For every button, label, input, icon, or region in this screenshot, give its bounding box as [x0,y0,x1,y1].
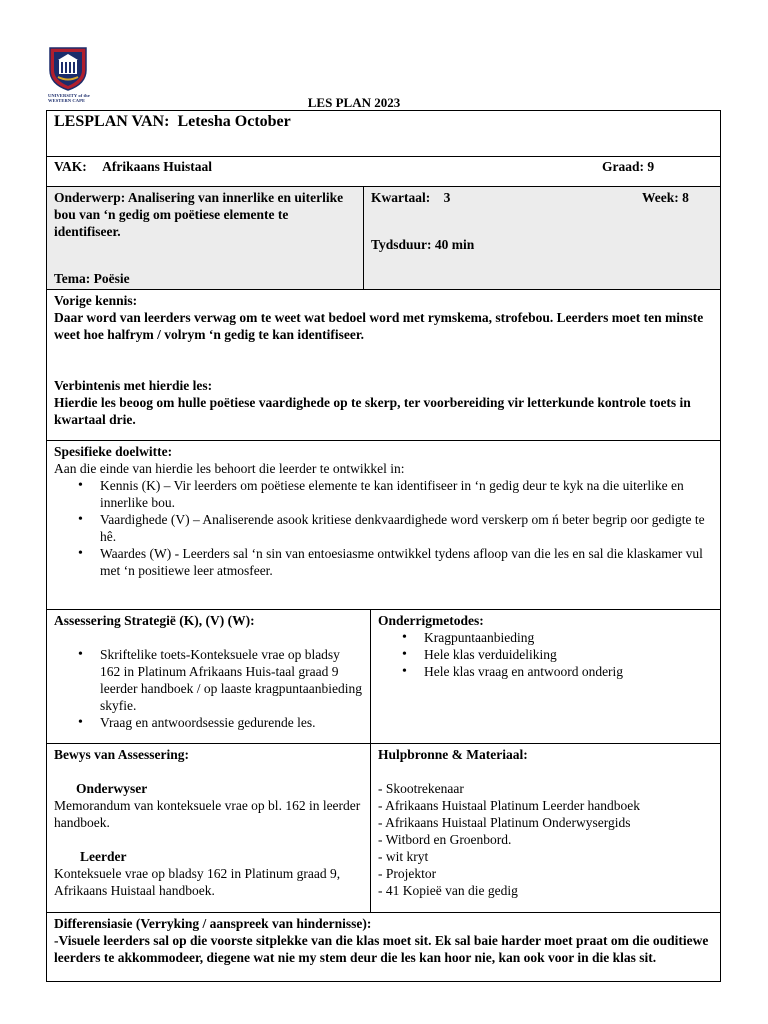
row-differensiasie [47,913,720,981]
doelwitte-heading: Spesifieke doelwitte: [54,444,173,459]
graad-value: Graad: 9 [602,159,655,174]
row-vorige-kennis [47,290,720,441]
list-item: - 41 Kopieë van die gedig [378,883,518,898]
row-assessering [47,610,720,744]
tema-text: Tema: Poësie [54,271,130,286]
list-item: - Afrikaans Huistaal Platinum Onderwysergids [378,815,631,830]
list-item: • Vraag en antwoordsessie gedurende les. [100,714,363,731]
assessering-heading: Assessering Strategië (K), (V) (W): [54,613,255,628]
institution-name: UNIVERSITY of the WESTERN CAPE [48,93,90,103]
leerder-text: Konteksuele vrae op bladsy 162 in Platinum graad 9, Afrikaans Huistaal handboek. [54,866,341,898]
tydsduur-text: Tydsduur: 40 min [371,237,475,252]
list-item: • Waardes (W) - Leerders sal ‘n sin van entoesiasme ontwikkel tydens afloop van die les en sal die klaskamer vul met ‘n positiewe leer atmosfeer. [100,545,713,579]
list-item: - Skootrekenaar [378,781,464,796]
list-item: - Witbord en Groenbord. [378,832,512,847]
kwartaal-value: 3 [443,190,451,205]
list-item: • Hele klas verduideliking [424,646,713,663]
row-onderwerp [47,187,720,290]
row-bewys [47,744,720,913]
onderwyser-text: Memorandum van konteksuele vrae op bl. 162 in leerder handboek. [54,798,361,830]
metodes-list [378,629,713,680]
list-item: - Afrikaans Huistaal Platinum Leerder handboek [378,798,641,813]
row-lesplan [47,111,720,157]
lesplan-name: Letesha October [177,113,291,130]
metodes-heading: Onderrigmetodes: [378,613,484,628]
doelwitte-intro: Aan die einde van hierdie les behoort die leerder te ontwikkel in: [54,461,405,476]
vorige-heading: Vorige kennis: [54,293,138,308]
hulpbronne-list [378,780,713,899]
vak-label: VAK: [54,159,87,174]
lesson-plan-table [46,110,721,982]
hulpbronne-heading: Hulpbronne & Materiaal: [378,747,528,762]
vorige-text: Daar word van leerders verwag om te weet wat bedoel word met rymskema, strofebou. Leerders moet ten minste weet hoe halfrym / volrym ‘n gedig te kan identifiseer. [54,310,704,342]
list-item: - Projektor [378,866,437,881]
lesplan-label: LESPLAN VAN: [54,113,170,130]
differensiasie-text: -Visuele leerders sal op die voorste sitplekke van die klas moet sit. Ek sal baie harder moet praat om die ouditiewe leerders te akkommodeer, diegene wat nie my stem deur die les kan hoor nie, kan ook voor in die klas sit. [54,933,709,965]
list-item: • Skriftelike toets-Konteksuele vrae op bladsy 162 in Platinum Afrikaans Huis-taal graad 9 leerder handboek / op laaste kragpuntaanbieding skyfie. [100,646,363,714]
assessering-list [54,646,363,731]
list-item: • Kennis (K) – Vir leerders om poëtiese elemente te kan identifiseer in ‘n gedig deur te kyk na die uiterlike en innerlike bou. [100,477,713,511]
crest-icon [48,44,88,92]
leerder-label: Leerder [80,849,127,864]
list-item: • Vaardighede (V) – Analiserende asook kritiese denkvaardighede word verskerp om ń beter begrip oor gedigte te hê. [100,511,713,545]
list-item: • Hele klas vraag en antwoord onderig [424,663,713,680]
verbintenis-text: Hierdie les beoog om hulle poëtiese vaardighede op te skerp, ter voorbereiding vir letterkunde kontrole toets in kwartaal drie. [54,395,691,427]
onderwerp-text: Onderwerp: Analisering van innerlike en uiterlike bou van ‘n gedig om poëtiese elemente te identifiseer. [54,190,344,239]
list-item: • Kragpuntaanbieding [424,629,713,646]
differensiasie-heading: Differensiasie (Verryking / aanspreek van hindernisse): [54,916,372,931]
doelwitte-list [54,477,713,579]
onderwyser-label: Onderwyser [76,781,148,796]
bewys-heading: Bewys van Assessering: [54,747,190,762]
kwartaal-label: Kwartaal: [371,190,431,205]
row-vak [47,157,720,187]
document-title: LES PLAN 2023 [307,95,401,110]
verbintenis-heading: Verbintenis met hierdie les: [54,378,213,393]
week-value: Week: 8 [642,190,689,205]
row-doelwitte [47,441,720,610]
list-item: - wit kryt [378,849,429,864]
vak-value: Afrikaans Huistaal [102,159,213,174]
